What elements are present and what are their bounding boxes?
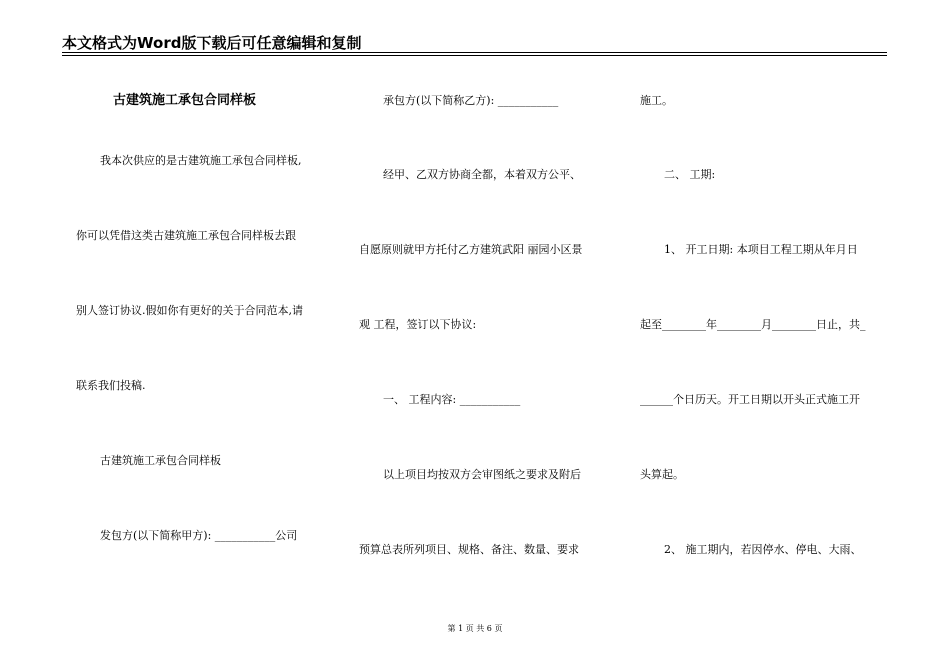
col1-line-4: 别人签订协议.假如你有更好的关于合同范本,请 bbox=[76, 304, 303, 317]
col2-line-6: 以上项目均按双方会审图纸之要求及附后 bbox=[383, 468, 581, 481]
document-header: 本文格式为Word版下载后可任意编辑和复制 bbox=[62, 34, 362, 52]
col2-line-2: 经甲、乙双方协商全都，本着双方公平、 bbox=[383, 168, 581, 181]
col3-line-4: 起至________年________月________日止，共_ bbox=[640, 318, 866, 331]
col2-line-3: 自愿原则就甲方托付乙方建筑武阳 丽园小区景 bbox=[359, 243, 583, 256]
col3-line-3: 1、 开工日期: 本项目工程工期从年月日 bbox=[664, 243, 858, 256]
col2-line-5: 一、 工程内容: ___________ bbox=[383, 393, 521, 406]
col3-line-5: ______个日历天。开工日期以开头正式施工开 bbox=[640, 393, 860, 406]
col1-line-5: 联系我们投稿. bbox=[76, 379, 146, 392]
col1-line-2: 我本次供应的是古建筑施工承包合同样板, bbox=[100, 154, 302, 167]
col3-line-1: 施工。 bbox=[640, 94, 673, 107]
header-rule-thick bbox=[62, 52, 887, 53]
col3-line-6: 头算起。 bbox=[640, 468, 684, 481]
page-number: 第 1 页 共 6 页 bbox=[447, 624, 503, 633]
contract-title: 古建筑施工承包合同样板 bbox=[113, 93, 257, 108]
col1-line-3: 你可以凭借这类古建筑施工承包合同样板去跟 bbox=[76, 229, 296, 242]
col3-line-2: 二、 工期: bbox=[664, 168, 716, 181]
col1-line-7: 发包方(以下简称甲方): ___________公司 bbox=[100, 529, 298, 542]
header-rule-thin bbox=[62, 55, 887, 56]
col1-line-6: 古建筑施工承包合同样板 bbox=[100, 454, 221, 467]
col3-line-7: 2、 施工期内，若因停水、停电、大雨、 bbox=[664, 543, 862, 556]
col2-line-1: 承包方(以下简称乙方): ___________ bbox=[383, 94, 559, 107]
col2-line-4: 观 工程，签订以下协议: bbox=[359, 318, 477, 331]
col2-line-7: 预算总表所列项目、规格、备注、数量、要求 bbox=[359, 543, 579, 556]
